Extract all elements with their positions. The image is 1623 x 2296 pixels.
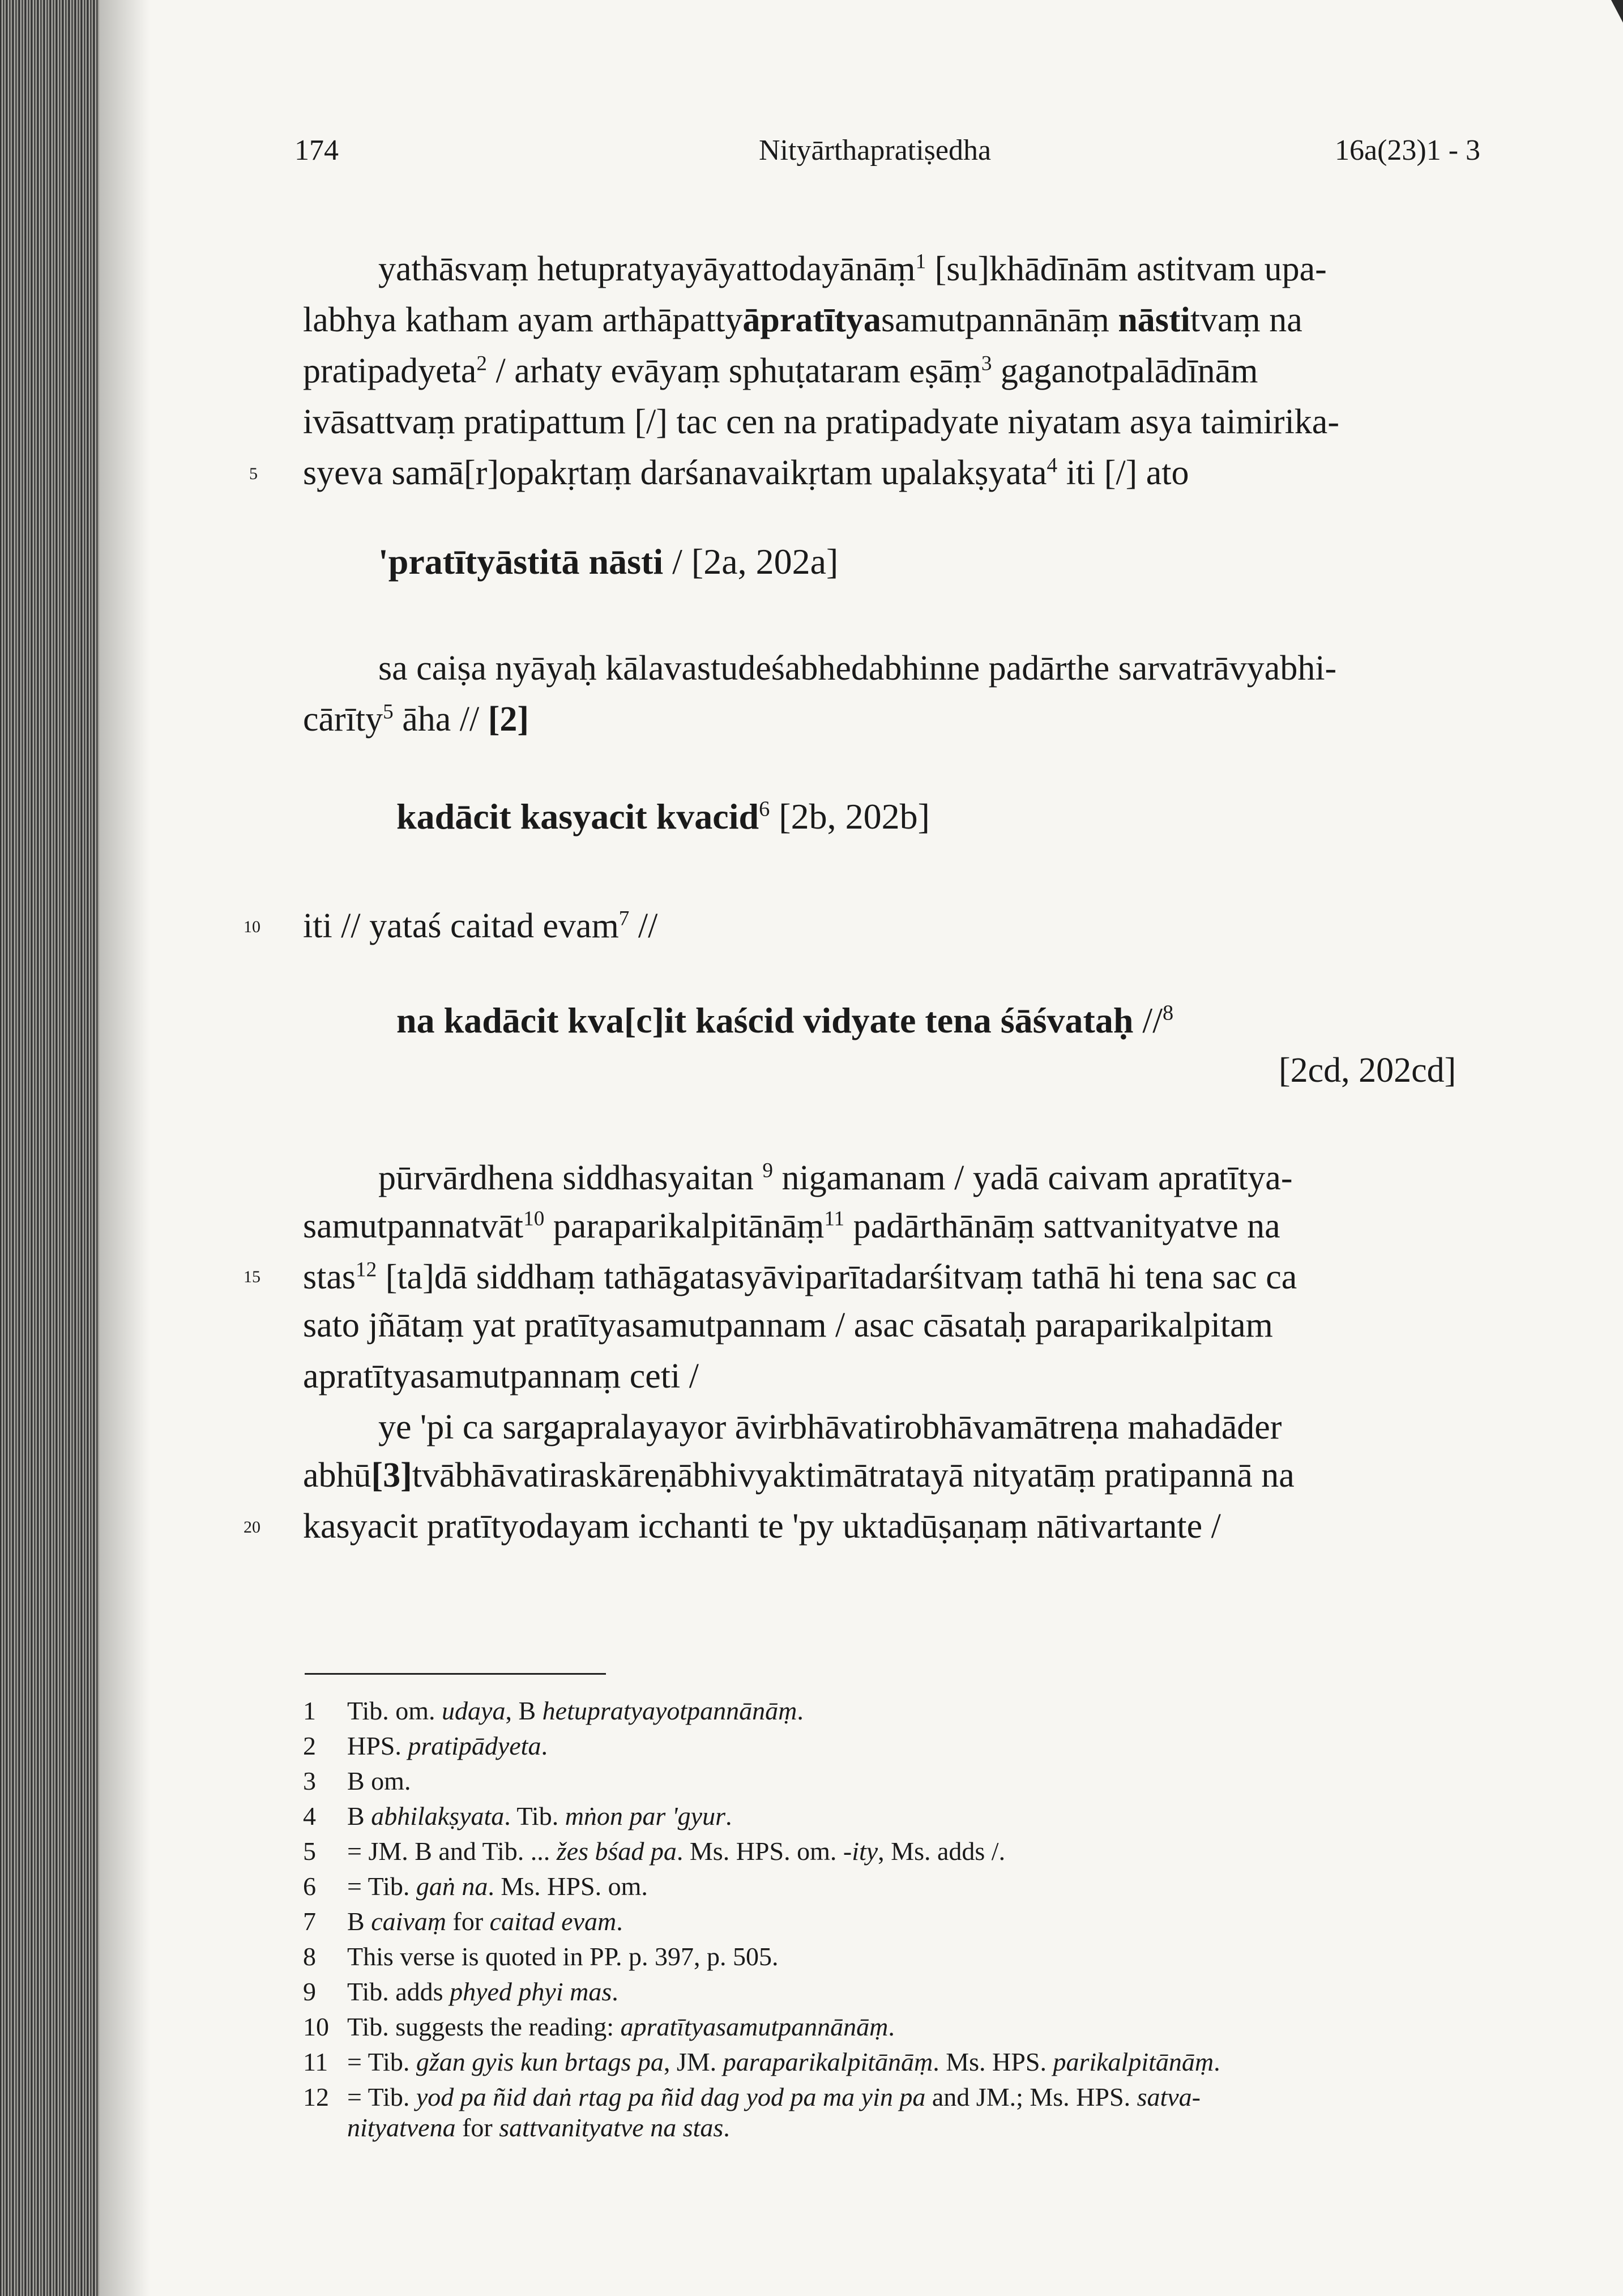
text-line: ivāsattvaṃ pratipattum [/] tac cen na pratipadyate niyatam asya taimirika-: [303, 403, 1339, 441]
text-line: abhū[3]tvābhāvatiraskāreṇābhivyaktimātratayā nityatāṃ pratipannā na: [303, 1456, 1295, 1495]
footnote-8: 8 This verse is quoted in PP. p. 397, p. 505.: [303, 1942, 779, 1971]
book-spine-gutter: [0, 0, 99, 2296]
verse-2cd: na kadācit kva[c]it kaścid vidyate tena śāśvataḥ //$^8$: [396, 1000, 1174, 1040]
text-line: kasyacit pratītyodayam icchanti te 'py uktadūṣaṇaṃ nātivartante /: [303, 1507, 1221, 1546]
gutter-shadow: [99, 0, 150, 2296]
line-number-5: 5: [249, 464, 258, 483]
text-line: pratipadyeta$^2$ / arhaty evāyaṃ sphuṭataram eṣāṃ$^3$ gaganotpalādīnām: [303, 352, 1258, 390]
text-line: labhya katham ayam arthāpattyāpratītyasamutpannānāṃ nāstitvaṃ na: [303, 301, 1302, 339]
corner-mark: [1606, 0, 1623, 23]
footnote-4: 4 B abhilakṣyata. Tib. mṅon par 'gyur.: [303, 1802, 732, 1830]
footnote-6: 6 = Tib. gaṅ na. Ms. HPS. om.: [303, 1872, 648, 1901]
text-line: yathāsvaṃ hetupratyayāyattodayānāṃ$^1$ [su]khādīnām astitvam upa-: [378, 250, 1327, 288]
footnote-10: 10 Tib. suggests the reading: apratītyasamutpannānāṃ.: [303, 2012, 895, 2041]
text-line: pūrvārdhena siddhasyaitan $^9$ nigamanam / yadā caivam apratītya-: [378, 1159, 1293, 1197]
text-line: apratītyasamutpannaṃ ceti /: [303, 1357, 699, 1395]
verse-2b: kadācit kasyacit kvacid$^6$ [2b, 202b]: [396, 796, 930, 837]
footnote-5: 5 = JM. B and Tib. ... žes bśad pa. Ms. HPS. om. -ity, Ms. adds /.: [303, 1837, 1006, 1866]
footnote-9: 9 Tib. adds phyed phyi mas.: [303, 1977, 618, 2006]
line-number-20: 20: [244, 1518, 260, 1537]
footnote-1: 1 Tib. om. udaya, B hetupratyayotpannānāṃ.: [303, 1696, 804, 1725]
verse-2a: 'pratītyāstitā nāsti / [2a, 202a]: [378, 541, 839, 582]
text-line: iti // yataś caitad evam$^7$ //: [303, 907, 658, 945]
footnote-12: 12 = Tib. yod pa ñid daṅ rtag pa ñid dag yod pa ma yin pa and JM.; Ms. HPS. satva-: [303, 2082, 1201, 2111]
footnote-rule: [305, 1673, 606, 1675]
text-line: cārīty$^5$ āha // [2]: [303, 700, 529, 739]
text-line: stas$^{12}$ [ta]dā siddhaṃ tathāgatasyāviparītadarśitvaṃ tathā hi tena sac ca: [303, 1258, 1297, 1296]
verse-2cd-reference: [2cd, 202cd]: [1279, 1051, 1457, 1090]
page-number: 174: [294, 134, 339, 167]
line-number-10: 10: [244, 917, 260, 936]
footnote-12-continuation: nityatvena for sattvanityatve na stas.: [347, 2113, 730, 2142]
running-title: Nityārthapratiṣedha: [759, 134, 992, 167]
text-line: samutpannatvāt$^{10}$ paraparikalpitānāṃ$^{11}$ padārthānāṃ sattvanityatve na: [303, 1207, 1280, 1245]
footnote-7: 7 B caivaṃ for caitad evam.: [303, 1907, 623, 1936]
text-line: ye 'pi ca sargapralayayor āvirbhāvatirobhāvamātreṇa mahadāder: [378, 1408, 1282, 1446]
footnote-2: 2 HPS. pratipādyeta.: [303, 1731, 548, 1760]
text-line: sato jñātaṃ yat pratītyasamutpannam / asac cāsataḥ paraparikalpitam: [303, 1306, 1273, 1345]
folio-reference: 16a(23)1 - 3: [1335, 134, 1481, 167]
footnote-3: 3 B om.: [303, 1766, 411, 1795]
footnote-11: 11 = Tib. gžan gyis kun brtags pa, JM. paraparikalpitānāṃ. Ms. HPS. parikalpitānāṃ.: [303, 2047, 1220, 2076]
text-line: sa caiṣa nyāyaḥ kālavastudeśabhedabhinne padārthe sarvatrāvyabhi-: [378, 649, 1337, 688]
line-number-15: 15: [244, 1268, 260, 1286]
text-line: syeva samā[r]opakṛtaṃ darśanavaikṛtam upalakṣyata$^4$ iti [/] ato: [303, 454, 1189, 492]
